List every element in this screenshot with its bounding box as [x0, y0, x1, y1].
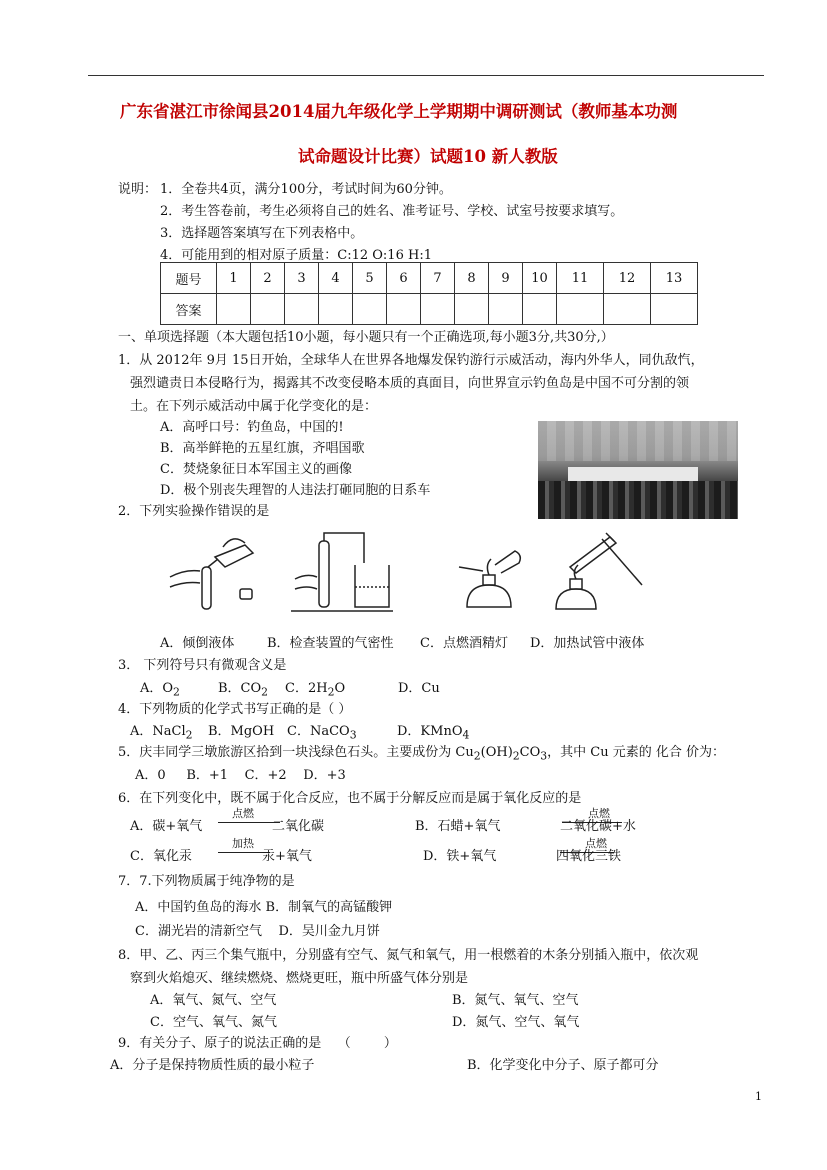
q3-option-d: D．Cu — [398, 681, 440, 696]
question-number-cell: 8 — [455, 263, 489, 294]
note-1: 1．全卷共4页，满分100分，考试时间为60分钟。 — [160, 182, 452, 197]
question-number-cell: 2 — [251, 263, 285, 294]
q1-option-c: C．焚烧象征日本军国主义的画像 — [160, 462, 352, 477]
q5-stem — [118, 741, 725, 763]
answer-cell[interactable] — [251, 294, 285, 325]
q4-option-c-text: C．NaCO — [287, 724, 350, 739]
question-number-cell: 4 — [319, 263, 353, 294]
q4-option-c-sub: 3 — [349, 728, 357, 742]
answer-cell[interactable] — [421, 294, 455, 325]
q7-stem: 7．7.下列物质属于纯净物的是 — [118, 874, 295, 889]
answer-cell[interactable] — [604, 294, 651, 325]
q3-option-c — [285, 677, 345, 699]
q6-option-b-condition: 点燃 — [588, 807, 610, 820]
answer-cell[interactable] — [319, 294, 353, 325]
q8-option-c: C．空气、氧气、氮气 — [150, 1015, 277, 1030]
question-number-cell: 10 — [523, 263, 557, 294]
q3-option-a — [140, 677, 180, 699]
q2-option-a: A．倾倒液体 — [160, 636, 235, 651]
question-number-cell: 3 — [285, 263, 319, 294]
answer-cell[interactable] — [489, 294, 523, 325]
answer-table — [160, 262, 698, 325]
q4-option-b: B．MgOH — [208, 724, 275, 739]
q6-option-a-condition: 点燃 — [232, 807, 254, 820]
protest-photo — [538, 421, 738, 519]
q6-option-c-condition: 加热 — [232, 837, 254, 850]
q7-options-cd: C．湖光岩的清新空气 D．吴川金九月饼 — [135, 924, 380, 939]
q5-stem-c: CO — [519, 745, 541, 760]
question-number-cell: 12 — [604, 263, 651, 294]
q2-option-c: C．点燃酒精灯 — [420, 636, 508, 651]
q5-stem-sub-3: 3 — [540, 749, 548, 763]
q5-stem-b: (OH) — [480, 745, 513, 760]
q8-option-d: D．氮气、空气、氧气 — [452, 1015, 580, 1030]
q3-option-c-text: C．2H — [285, 681, 328, 696]
q4-option-d-sub: 4 — [462, 728, 470, 742]
notes-label: 说明： — [118, 182, 158, 197]
question-number-cell: 7 — [421, 263, 455, 294]
q8-stem-line-1: 8．甲、乙、丙三个集气瓶中，分别盛有空气、氮气和氧气，用一根燃着的木条分别插入瓶中，依次观 — [118, 948, 699, 963]
note-4: 4．可能用到的相对原子质量：C:12 O:16 H:1 — [160, 248, 432, 263]
q3-option-a-sub: 2 — [173, 685, 180, 699]
q8-option-a: A．氧气、氮气、空气 — [150, 993, 277, 1008]
q2-option-b: B．检查装置的气密性 — [267, 636, 394, 651]
q4-option-c — [287, 720, 357, 742]
question-number-cell: 5 — [353, 263, 387, 294]
question-number-cell: 13 — [651, 263, 698, 294]
airtightness-check-illustration — [285, 527, 395, 617]
q3-option-b-text: B．CO — [218, 681, 262, 696]
header-rule — [88, 75, 764, 76]
answer-cell[interactable] — [455, 294, 489, 325]
pour-liquid-illustration — [160, 527, 260, 617]
q3-option-a-text: A．O — [140, 681, 174, 696]
q1-option-a: A．高呼口号：钓鱼岛，中国的! — [160, 420, 344, 435]
q6-option-d-condition: 点燃 — [585, 837, 607, 850]
q4-option-a — [130, 720, 193, 742]
question-number-cell: 9 — [489, 263, 523, 294]
q5-stem-sub-1: 2 — [473, 749, 481, 763]
q6-option-c-left: C．氧化汞 — [130, 849, 192, 864]
q2-option-d: D．加热试管中液体 — [530, 636, 645, 651]
q6-option-d-right: 四氧化三铁 — [556, 849, 622, 864]
q8-stem-line-2: 察到火焰熄灭、继续燃烧、燃烧更旺，瓶中所盛气体分别是 — [130, 971, 469, 986]
q9-option-b: B．化学变化中分子、原子都可分 — [467, 1058, 659, 1073]
note-3: 3．选择题答案填写在下列表格中。 — [160, 226, 364, 241]
answer-cell[interactable] — [217, 294, 251, 325]
q6-option-c-right: 汞+氧气 — [262, 849, 312, 864]
q5-stem-d: ，其中 Cu 元素的 化合 价为： — [547, 745, 726, 760]
photo-trees — [538, 421, 738, 461]
answer-cell[interactable] — [651, 294, 698, 325]
answer-table-number-row — [161, 263, 698, 294]
section-1-heading: 一、单项选择题（本大题包括10小题，每小题只有一个正确选项,每小题3分,共30分,） — [118, 330, 614, 345]
q3-option-c-tail: O — [334, 681, 346, 696]
q6-option-a-arrow — [218, 822, 280, 823]
answer-cell[interactable] — [353, 294, 387, 325]
answer-table-answer-row — [161, 294, 698, 325]
question-number-cell: 6 — [387, 263, 421, 294]
q5-stem-a: 5．庆丰同学三墩旅游区拾到一块浅绿色石头。主要成份为 Cu — [118, 745, 474, 760]
q8-option-b: B．氮气、氧气、空气 — [452, 993, 579, 1008]
q1-stem-line-1: 1．从 2012年 9月 15日开始，全球华人在世界各地爆发保钓游行示威活动，海内外华人，同仇敌忾， — [118, 353, 704, 368]
note-2: 2．考生答卷前，考生必须将自己的姓名、准考证号、学校、试室号按要求填写。 — [160, 204, 624, 219]
question-number-cell: 11 — [557, 263, 604, 294]
heat-test-tube-illustration — [540, 527, 650, 617]
title-line-2: 试命题设计比赛）试题10 新人教版 — [298, 147, 558, 166]
photo-crowd — [538, 481, 738, 519]
q3-option-b — [218, 677, 268, 699]
q6-option-a-left: A．碳+氧气 — [130, 819, 203, 834]
answer-cell[interactable] — [387, 294, 421, 325]
q4-option-d-text: D．KMnO — [397, 724, 463, 739]
q6-option-a-right: 二氧化碳 — [272, 819, 325, 834]
q1-option-d: D．极个别丧失理智的人违法打砸同胞的日系车 — [160, 483, 431, 498]
q1-option-b: B．高举鲜艳的五星红旗，齐唱国歌 — [160, 441, 365, 456]
q1-stem-line-3: 土。在下列示威活动中属于化学变化的是： — [130, 399, 378, 414]
q6-option-b-right: 二氧化碳+水 — [560, 819, 636, 834]
page-number: 1 — [755, 1090, 762, 1103]
q6-option-d-left: D．铁+氧气 — [423, 849, 497, 864]
title-line-1: 广东省湛江市徐闻县2014届九年级化学上学期期中调研测试（教师基本功测 — [120, 102, 678, 121]
answer-table-row-label: 题号 — [161, 263, 217, 294]
q3-option-b-sub: 2 — [261, 685, 269, 699]
q6-option-b-left: B．石蜡+氧气 — [415, 819, 501, 834]
q3-option-c-sub: 2 — [327, 685, 335, 699]
q5-options: A．0 B．+1 C．+2 D．+3 — [135, 768, 346, 783]
q6-stem: 6．在下列变化中，既不属于化合反应，也不属于分解反应而是属于氧化反应的是 — [118, 791, 582, 806]
q4-option-d — [397, 720, 469, 742]
answer-table-row-label: 答案 — [161, 294, 217, 325]
q2-stem: 2．下列实验操作错误的是 — [118, 504, 270, 519]
q9-stem: 9．有关分子、原子的说法正确的是 （ ） — [118, 1036, 397, 1051]
q4-option-a-sub: 2 — [185, 728, 193, 742]
q7-options-ab: A．中国钓鱼岛的海水 B．制氧气的高锰酸钾 — [135, 900, 393, 915]
light-alcohol-lamp-illustration — [447, 527, 537, 617]
q3-stem: 3． 下列符号只有微观含义是 — [118, 658, 287, 673]
answer-cell[interactable] — [523, 294, 557, 325]
q1-stem-line-2: 强烈谴责日本侵略行为，揭露其不改变侵略本质的真面目，向世界宣示钓鱼岛是中国不可分割的领 — [130, 376, 690, 391]
question-number-cell: 1 — [217, 263, 251, 294]
q5-stem-sub-2: 2 — [512, 749, 520, 763]
answer-cell[interactable] — [557, 294, 604, 325]
q4-option-a-text: A．NaCl — [130, 724, 186, 739]
q4-stem: 4．下列物质的化学式书写正确的是（ ） — [118, 702, 352, 717]
q9-option-a: A．分子是保持物质性质的最小粒子 — [110, 1058, 315, 1073]
answer-cell[interactable] — [285, 294, 319, 325]
